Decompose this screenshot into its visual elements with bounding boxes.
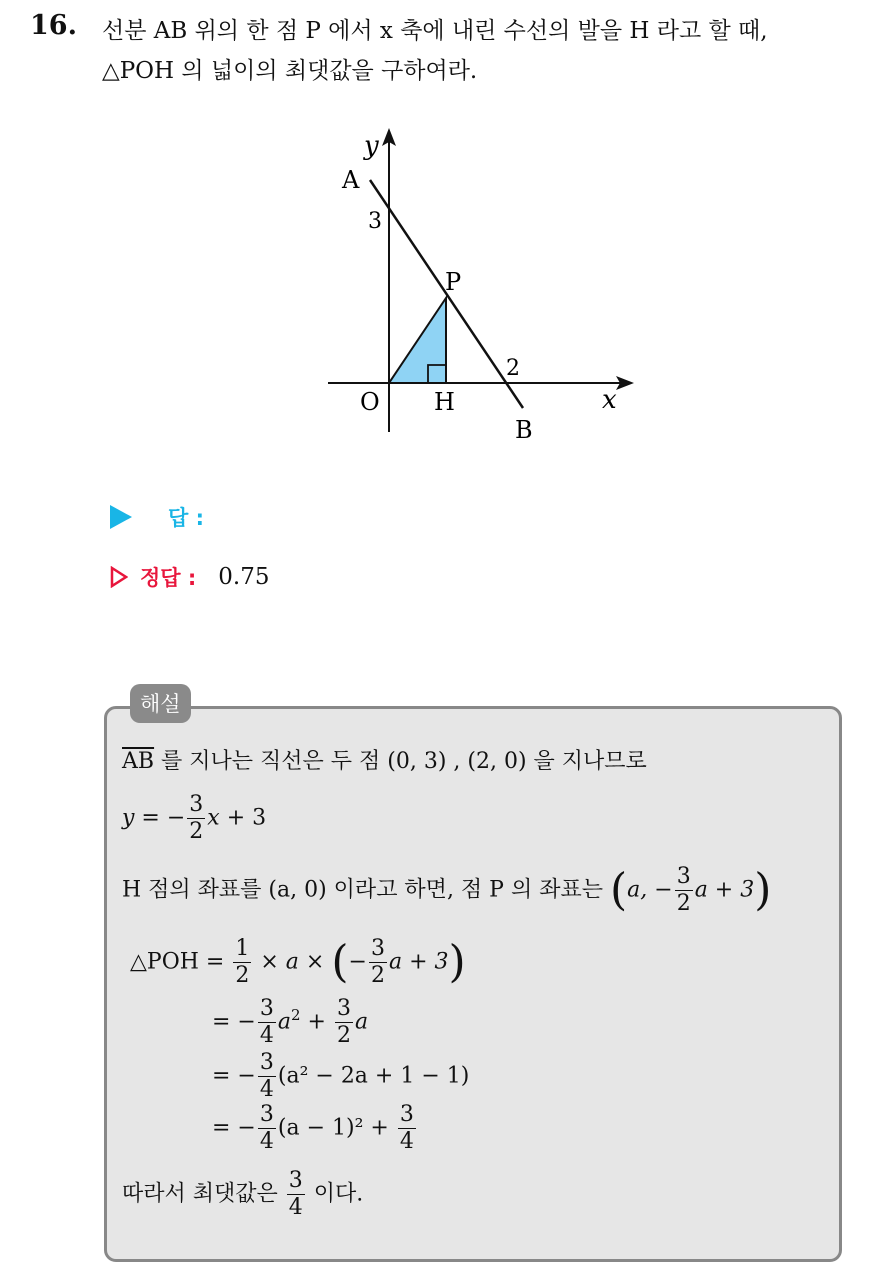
label-p: P (445, 268, 462, 296)
solution-area-line1: △POH = $\frac{1}{2}$ × a × (− $\frac{3}{2}$ a + 3) (130, 936, 466, 988)
label-b: B (515, 416, 533, 444)
correct-answer-row (110, 562, 270, 592)
label-3: 3 (368, 209, 382, 234)
solution-line3: H 점의 좌표를 (a, 0) 이라고 하면, 점 P 의 좌표는 (a, − $\frac{3}{2}$ a + 3) (122, 864, 772, 916)
label-a: A (342, 166, 360, 194)
question-number: 16. (30, 10, 77, 41)
solution-line2: y = − $\frac{3}{2}$ x + 3 (122, 792, 267, 844)
label-h: H (434, 388, 455, 416)
answer-label: 답 : (168, 506, 204, 530)
triangle-poh (389, 298, 446, 383)
solution-area-line2: = − $\frac{3}{4}$ $a^2$ + $\frac{3}{2}$ a (212, 996, 369, 1048)
solution-conclusion: 따라서 최댓값은 $\frac{3}{4}$ 이다. (122, 1168, 364, 1220)
label-2: 2 (506, 356, 520, 381)
solution-line1: $\overline{AB}$ 를 지나는 직선은 두 점 (0, 3) , (2, 0) 을 지나므로 (122, 749, 647, 774)
segment-ab: $\overline{AB}$ (122, 749, 155, 774)
solution-area-line3: = − $\frac{3}{4}$ (a² − 2a + 1 − 1) (212, 1050, 470, 1102)
question-text-line2: △POH 의 넓이의 최댓값을 구하여라. (102, 58, 478, 84)
solution-tag: 해설 (130, 684, 191, 723)
label-x: x (602, 385, 617, 415)
play-outline-icon (110, 566, 128, 588)
coordinate-figure (320, 120, 650, 450)
play-icon (110, 505, 132, 529)
answer-row (110, 502, 204, 532)
correct-answer-label: 정답 : (140, 566, 197, 590)
label-o: O (360, 388, 380, 416)
label-y: y (364, 131, 379, 161)
question-text-line1: 선분 AB 위의 한 점 P 에서 x 축에 내린 수선의 발을 H 라고 할 때, (102, 18, 768, 44)
correct-answer-value: 0.75 (218, 564, 270, 590)
solution-area-line4: = − $\frac{3}{4}$ (a − 1)² + $\frac{3}{4}$ (212, 1102, 414, 1154)
